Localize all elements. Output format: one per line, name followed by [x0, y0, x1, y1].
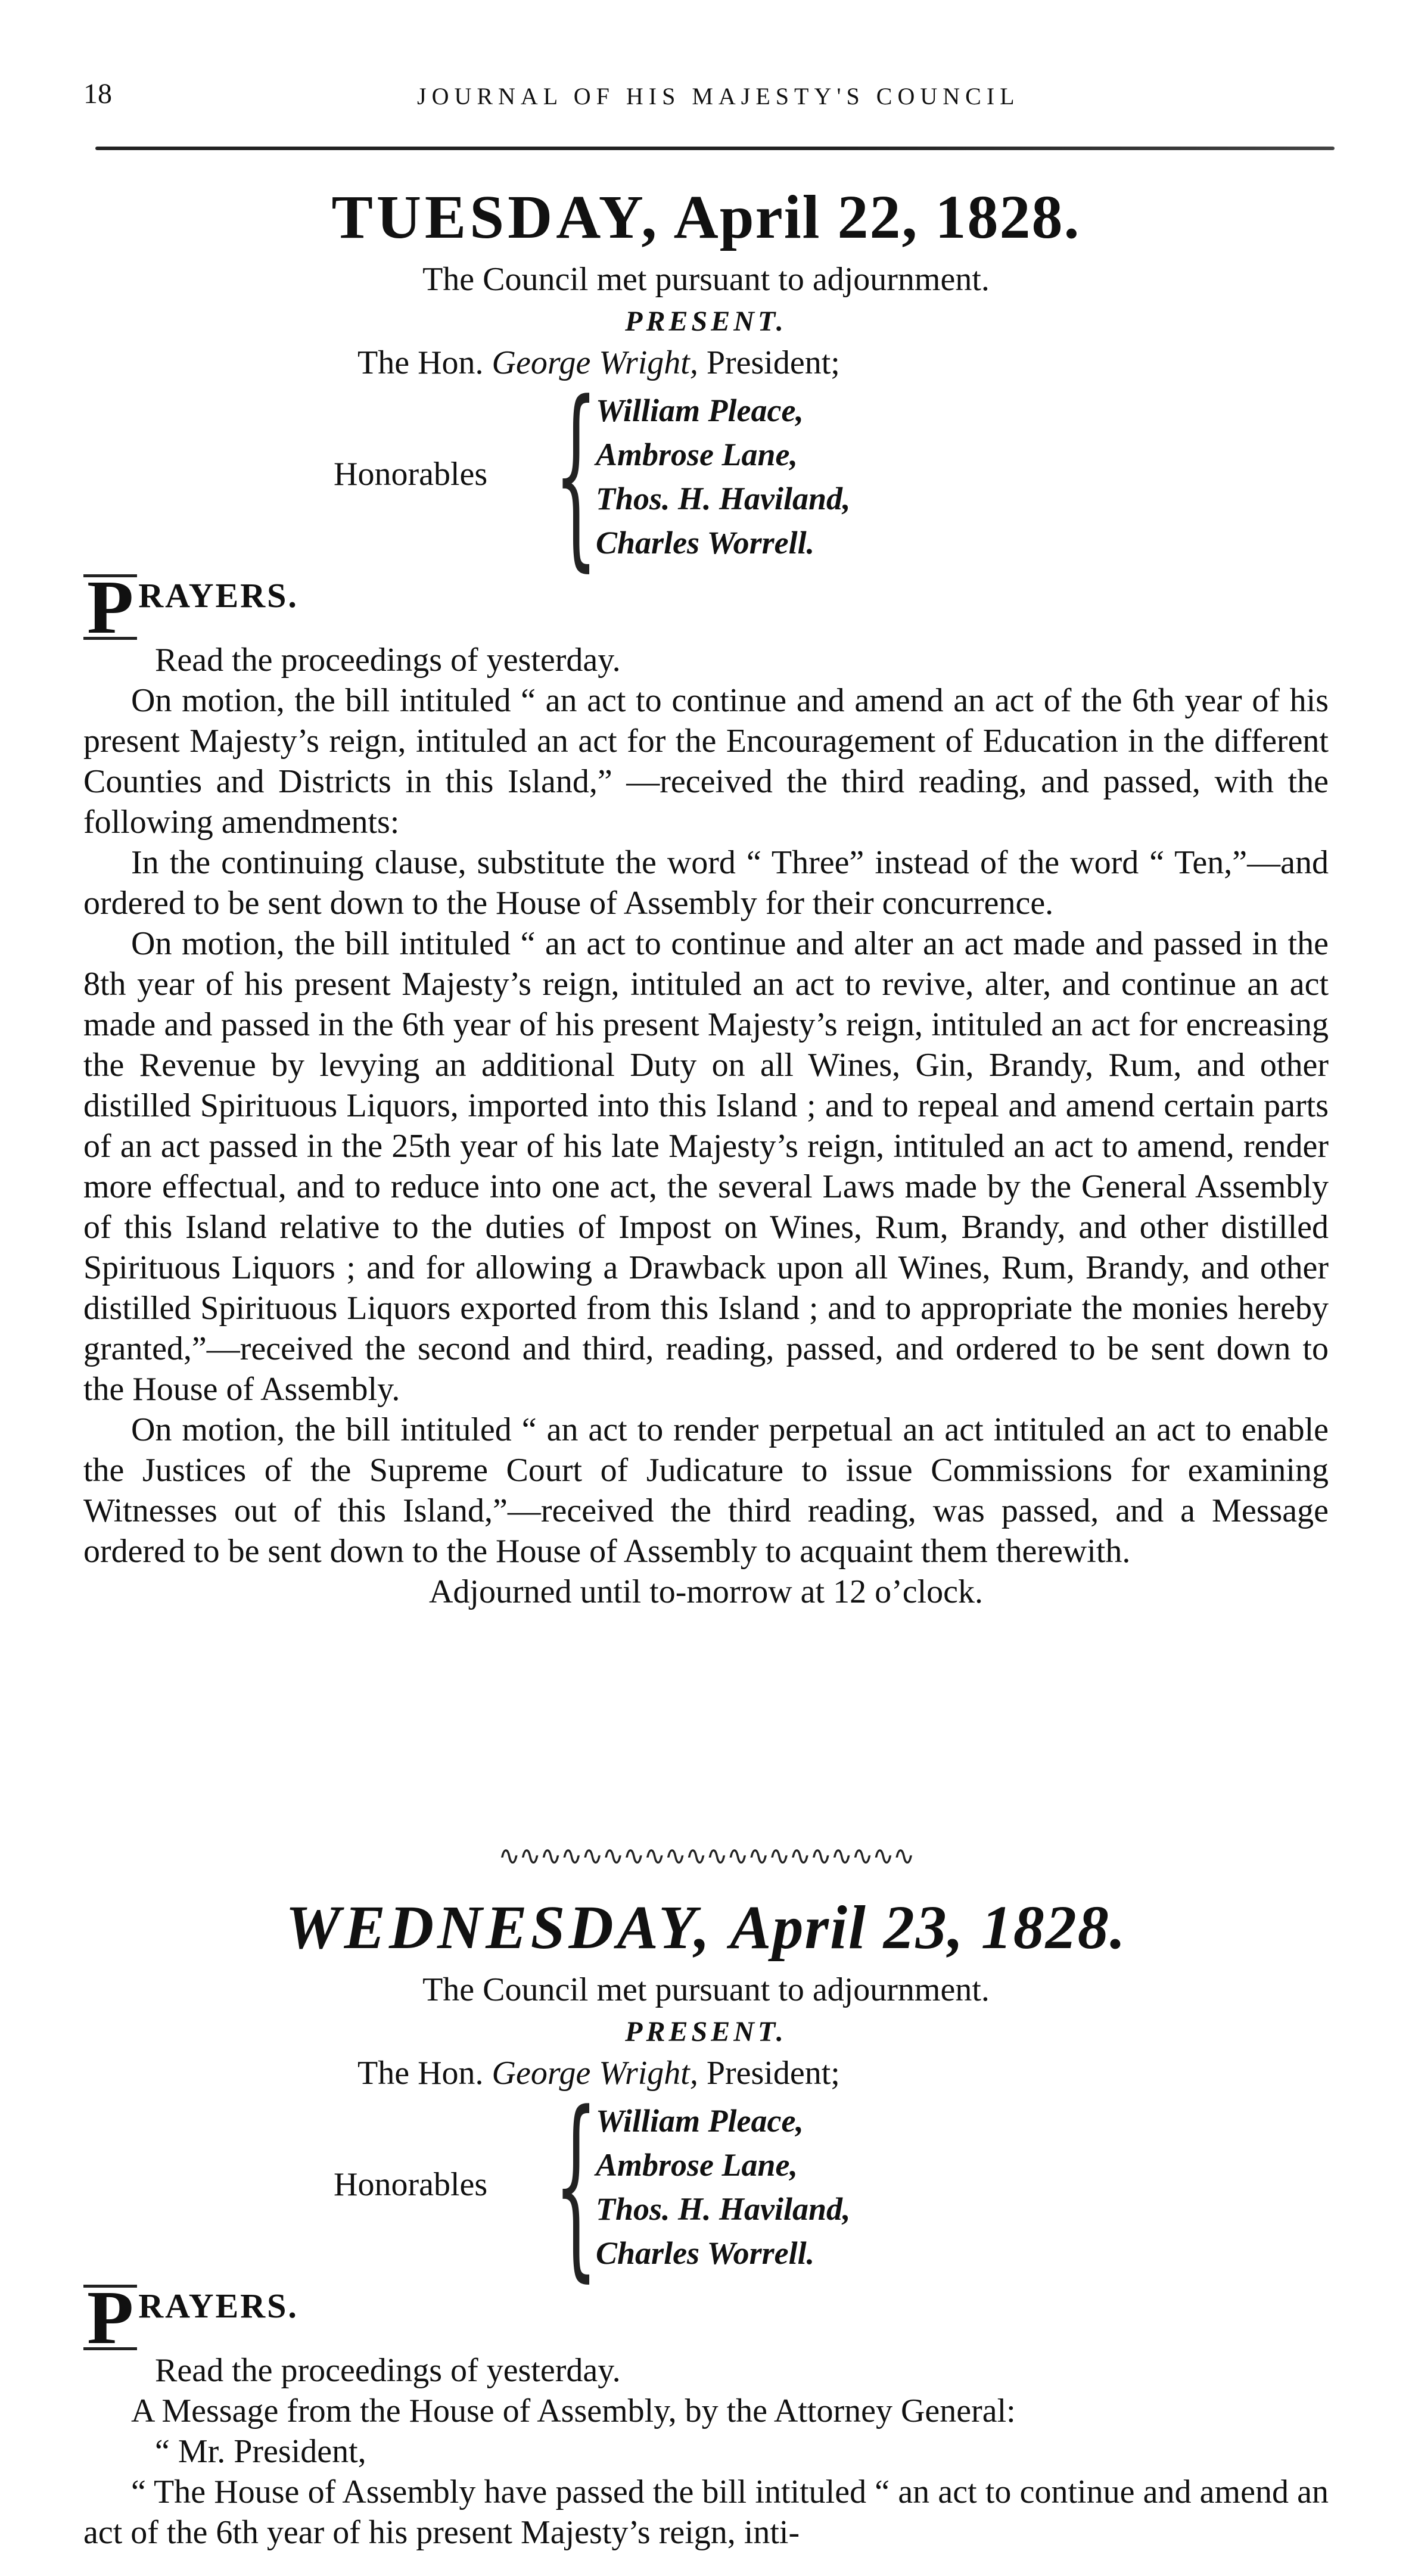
- brace-icon: {: [554, 360, 598, 589]
- drop-cap: P: [83, 574, 137, 640]
- paragraph: Read the proceedings of yesterday.: [155, 2352, 621, 2389]
- day-heading: [83, 1889, 1329, 1967]
- member-name: Thos. H. Haviland,: [596, 2191, 851, 2227]
- member-name: William Pleace,: [596, 2103, 804, 2139]
- member-name: Thos. H. Haviland,: [596, 481, 851, 517]
- president-line: [83, 2051, 1329, 2095]
- entry-tuesday: [83, 179, 1329, 1612]
- paragraph: “ The House of Assembly have passed the bill intituled “ an act to continue and amend an act of the 6th year of his present Majesty’s reign, inti-: [83, 2474, 1329, 2551]
- drop-cap: P: [83, 2285, 137, 2350]
- prayers-heading: [83, 565, 1329, 649]
- day-heading: [83, 179, 1329, 256]
- president-prefix: The Hon.: [357, 344, 484, 381]
- paragraph: “ Mr. President,: [155, 2433, 366, 2470]
- running-head: [83, 66, 1329, 119]
- member-name: Charles Worrell.: [596, 2235, 815, 2271]
- president-name: George Wright,: [492, 2055, 698, 2092]
- adjournment-line: Adjourned until to-morrow at 12 o’clock.: [428, 1573, 983, 1610]
- president-title: President;: [706, 344, 840, 381]
- prayers-heading: [83, 2275, 1329, 2360]
- ornament-divider: ∿∿∿∿∿∿∿∿∿∿∿∿∿∿∿∿∿∿∿∿: [498, 1841, 914, 1871]
- honorables-list: [596, 388, 851, 565]
- paragraph: On motion, the bill intituled “ an act to continue and alter an act made and passed in the 8th year of his present Majesty’s reign, intituled an act to revive, alter, and continue an act made and passed in the 6th year of his present Majesty’s reign, intituled an act for encreasing the Revenue by levying an additional Duty on all Wines, Gin, Brandy, Rum, and other distilled Spirituous Liquors, imported into this Island ; and to repeal and amend certain parts of an act passed in the 25th year of his late Majesty’s reign, intituled an act to amend, render more effectual, and to reduce into one act, the several Laws made by the General Assembly of this Island relative to the duties of Impost on Wines, Rum, Brandy, and other distilled Spirituous Liquors ; and for allowing a Drawback upon all Wines, Rum, Brandy, and other distilled Spirituous Liquors exported from this Island ; and to appropriate the monies hereby granted,”—received the second and third, reading, passed, and ordered to be sent down to the House of Assembly.: [83, 925, 1329, 1408]
- day-date: April 23, 1828.: [730, 1893, 1127, 1962]
- paragraph: On motion, the bill intituled “ an act to render perpetual an act intituled an act to enable the Justices of the Supreme Court of Judicature to issue Commissions for examining Witnesses out of this Island,”—received the third reading, was passed, and a Message ordered to be sent down to the House of Assembly to acquaint them therewith.: [83, 1411, 1329, 1570]
- present-label: PRESENT.: [625, 306, 787, 337]
- page-number: 18: [83, 78, 112, 110]
- paragraph: In the continuing clause, substitute the word “ Three” instead of the word “ Ten,”—and ordered to be sent down to the House of Assembly for their concurrence.: [83, 844, 1329, 922]
- member-name: Ambrose Lane,: [596, 437, 798, 472]
- day-name: WEDNESDAY,: [285, 1893, 714, 1962]
- council-met-line: The Council met pursuant to adjournment.: [422, 1971, 990, 2008]
- brace-icon: {: [554, 2070, 598, 2299]
- entry-wednesday: [83, 1805, 1329, 2553]
- member-name: Ambrose Lane,: [596, 2147, 798, 2183]
- running-title: JOURNAL OF HIS MAJESTY'S COUNCIL: [417, 83, 1020, 110]
- honorables-label: Honorables: [334, 2166, 488, 2203]
- president-line: [83, 341, 1329, 385]
- president-title: President;: [706, 2055, 840, 2092]
- paragraph: On motion, the bill intituled “ an act to continue and amend an act of the 6th year of his present Majesty’s reign, intituled an act for the Encouragement of Education in the different Counties and Districts in this Island,” —received the third reading, and passed, with the following amendments:: [83, 682, 1329, 841]
- prayers-text: RAYERS.: [138, 576, 298, 615]
- president-prefix: The Hon.: [357, 2055, 484, 2092]
- member-name: William Pleace,: [596, 393, 804, 428]
- honorables-label: Honorables: [334, 456, 488, 493]
- council-met-line: The Council met pursuant to adjournment.: [422, 261, 990, 298]
- day-name: TUESDAY,: [331, 183, 661, 251]
- honorables-list: [596, 2099, 851, 2275]
- journal-page: [83, 66, 1329, 2551]
- president-name: George Wright,: [492, 344, 698, 381]
- member-name: Charles Worrell.: [596, 525, 815, 561]
- paragraph: Read the proceedings of yesterday.: [155, 642, 621, 679]
- header-rule: [95, 147, 1335, 150]
- prayers-text: RAYERS.: [138, 2286, 298, 2325]
- paragraph: A Message from the House of Assembly, by the Attorney General:: [131, 2393, 1016, 2429]
- day-date: April 22, 1828.: [673, 183, 1081, 251]
- present-label: PRESENT.: [625, 2016, 787, 2048]
